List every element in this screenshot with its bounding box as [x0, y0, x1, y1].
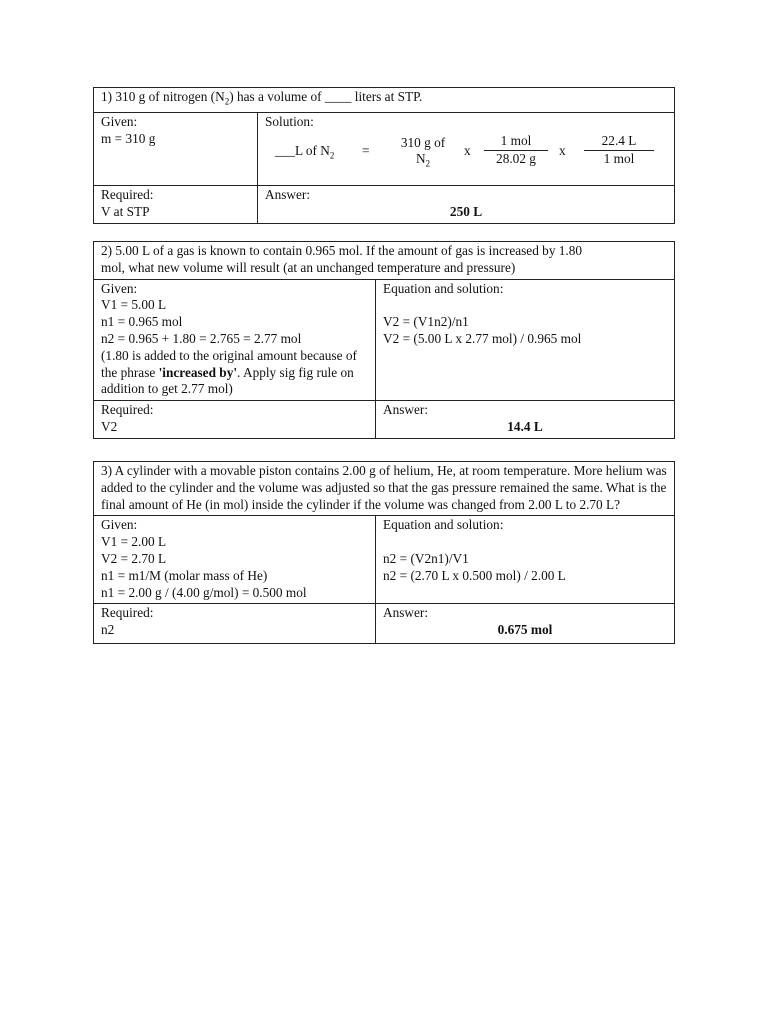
question-1-given: Given: m = 310 g	[94, 113, 258, 186]
question-1-required: Required: V at STP	[94, 186, 258, 224]
fraction-3-denominator: 1 mol	[603, 151, 635, 167]
given-line: m = 310 g	[101, 131, 156, 147]
equation-line: V2 = (5.00 L x 2.77 mol) / 0.965 mol	[383, 330, 582, 346]
fraction-1-denominator: $N_2$	[415, 151, 431, 169]
question-1-table	[93, 87, 675, 224]
question-2-answer: Answer: 14.4 L	[376, 401, 675, 439]
fraction-2-numerator: 1 mol	[500, 133, 532, 149]
equals-sign: =	[362, 143, 370, 159]
question-2-text: 2) 5.00 L of a gas is known to contain 0.965 mol. If the amount of gas is increased by 1.80 mol, what new volume will result (at an unchanged temperature and pressure)	[94, 242, 675, 280]
times-sign: x	[464, 143, 471, 159]
equation-line: n2 = (2.70 L x 0.500 mol) / 2.00 L	[383, 567, 566, 583]
answer-value: 14.4 L	[507, 418, 543, 434]
given-note: (1.80 is added to the original amount because of the phrase 'increased by'. Apply sig fig rule on addition to get 2.77 mol)	[101, 347, 357, 397]
given-line: V1 = 2.00 L	[101, 534, 167, 550]
equation-line: n2 = (V2n1)/V1	[383, 550, 469, 566]
fraction-1-numerator: 310 g of	[400, 135, 446, 151]
question-3-equation: Equation and solution: n2 = (V2n1)/V1 n2 = (2.70 L x 0.500 mol) / 2.00 L	[376, 516, 675, 604]
given-line: n1 = 2.00 g / (4.00 g/mol) = 0.500 mol	[101, 584, 307, 600]
fraction-3-numerator: 22.4 L	[601, 133, 637, 149]
unit-conversion-equation	[265, 131, 667, 171]
fraction-2-denominator: 28.02 g	[496, 151, 536, 167]
question-3-answer: Answer: 0.675 mol	[376, 604, 675, 644]
question-3-text: 3) A cylinder with a movable piston contains 2.00 g of helium, He, at room temperature. More helium was added to the cylinder and the volume was adjusted so that the gas pressure remained the same. What is the final amount of He (in mol) inside the cylinder if the volume was changed from 2.00 L to 2.70 L?	[94, 462, 675, 516]
given-line: V1 = 5.00 L	[101, 297, 167, 313]
question-2-table	[93, 241, 675, 439]
question-1-solution: Solution: ___L of $N_2$ = 310 g of $N_2$ x 1 mol 28.02 g x 22.4 L 1 mol	[258, 113, 675, 186]
question-3-given: Given: V1 = 2.00 L V2 = 2.70 L n1 = m1/M (molar mass of He) n1 = 2.00 g / (4.00 g/mol) = 0.500 mol	[94, 516, 376, 604]
given-line: V2 = 2.70 L	[101, 550, 167, 566]
equation-lhs: ___L of $N_2$	[275, 143, 335, 161]
given-line: n1 = m1/M (molar mass of He)	[101, 567, 268, 583]
question-2-equation: Equation and solution: V2 = (V1n2)/n1 V2 = (5.00 L x 2.77 mol) / 0.965 mol	[376, 279, 675, 401]
given-line: n1 = 0.965 mol	[101, 314, 183, 330]
question-1-answer: Answer: 250 L	[258, 186, 675, 224]
answer-value: 250 L	[449, 204, 483, 220]
answer-value: 0.675 mol	[497, 622, 553, 638]
question-3-required: Required: n2	[94, 604, 376, 644]
question-1-text: 1) 310 g of nitrogen $(N_2)$ has a volume of ____ liters at STP.	[94, 88, 675, 113]
question-3-table	[93, 461, 675, 644]
question-2-required: Required: V2	[94, 401, 376, 439]
question-2-given: Given: V1 = 5.00 L n1 = 0.965 mol n2 = 0.965 + 1.80 = 2.765 = 2.77 mol (1.80 is added to the original amount because of the phrase 'increased by'. Apply sig fig rule on addition to get 2.77 mol)	[94, 279, 376, 401]
times-sign: x	[559, 143, 566, 159]
equation-line: V2 = (V1n2)/n1	[383, 314, 469, 330]
given-line: n2 = 0.965 + 1.80 = 2.765 = 2.77 mol	[101, 330, 302, 346]
